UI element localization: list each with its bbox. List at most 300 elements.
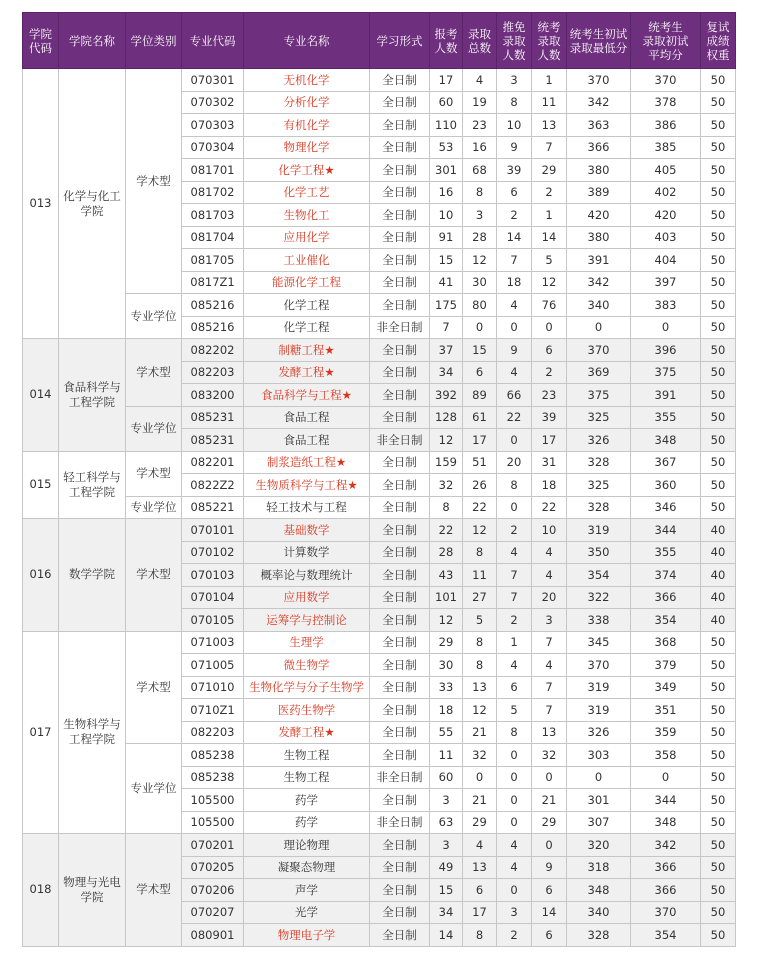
exempt-admitted: 5 xyxy=(497,699,532,722)
star-icon: ★ xyxy=(347,477,358,492)
major-name-text: 运筹学与控制论 xyxy=(266,612,347,627)
min-score: 380 xyxy=(567,159,631,182)
college-code: 015 xyxy=(23,451,59,519)
avg-score: 360 xyxy=(631,474,701,497)
min-score: 319 xyxy=(567,676,631,699)
major-name xyxy=(244,271,370,294)
exempt-admitted: 8 xyxy=(497,91,532,114)
applicants-count: 392 xyxy=(430,384,463,407)
major-code: 070103 xyxy=(182,564,244,587)
min-score: 0 xyxy=(567,766,631,789)
degree-type: 专业学位 xyxy=(126,496,182,519)
major-code: 082203 xyxy=(182,361,244,384)
major-code: 085238 xyxy=(182,744,244,767)
column-header xyxy=(701,13,736,69)
applicants-count: 16 xyxy=(430,181,463,204)
min-score: 340 xyxy=(567,901,631,924)
applicants-count: 37 xyxy=(430,339,463,362)
exam-admitted: 22 xyxy=(532,496,567,519)
applicants-count: 17 xyxy=(430,69,463,92)
avg-score: 402 xyxy=(631,181,701,204)
exam-admitted: 6 xyxy=(532,924,567,947)
retest-weight: 40 xyxy=(701,541,736,564)
admitted-total: 21 xyxy=(463,789,497,812)
admitted-total: 8 xyxy=(463,631,497,654)
major-code: 070104 xyxy=(182,586,244,609)
retest-weight: 50 xyxy=(701,631,736,654)
retest-weight: 40 xyxy=(701,519,736,542)
column-header-line: 统考生初试 xyxy=(569,26,628,41)
retest-weight: 50 xyxy=(701,721,736,744)
retest-weight: 50 xyxy=(701,204,736,227)
major-name-text: 生物工程 xyxy=(283,747,330,762)
major-code: 071003 xyxy=(182,631,244,654)
major-name xyxy=(244,631,370,654)
major-name xyxy=(244,339,370,362)
major-name-text: 生物质科学与工程 xyxy=(255,477,348,492)
major-code: 083200 xyxy=(182,384,244,407)
min-score: 319 xyxy=(567,699,631,722)
star-icon: ★ xyxy=(324,365,335,380)
retest-weight: 50 xyxy=(701,451,736,474)
admitted-total: 29 xyxy=(463,811,497,834)
major-code: 085216 xyxy=(182,294,244,317)
exam-admitted: 18 xyxy=(532,474,567,497)
exam-admitted: 3 xyxy=(532,609,567,632)
study-mode: 全日制 xyxy=(370,226,430,249)
study-mode: 全日制 xyxy=(370,136,430,159)
retest-weight: 50 xyxy=(701,856,736,879)
major-code: 081705 xyxy=(182,249,244,272)
min-score: 420 xyxy=(567,204,631,227)
major-code: 082201 xyxy=(182,451,244,474)
avg-score: 366 xyxy=(631,879,701,902)
applicants-count: 60 xyxy=(430,766,463,789)
exempt-admitted: 0 xyxy=(497,766,532,789)
study-mode: 全日制 xyxy=(370,114,430,137)
applicants-count: 41 xyxy=(430,271,463,294)
major-name-text: 声学 xyxy=(295,882,318,897)
applicants-count: 22 xyxy=(430,519,463,542)
admitted-total: 6 xyxy=(463,361,497,384)
admitted-total: 17 xyxy=(463,429,497,452)
retest-weight: 50 xyxy=(701,406,736,429)
avg-score: 0 xyxy=(631,316,701,339)
column-header-line: 学院名称 xyxy=(69,33,115,48)
degree-type: 专业学位 xyxy=(126,294,182,339)
applicants-count: 30 xyxy=(430,654,463,677)
major-code: 070207 xyxy=(182,901,244,924)
applicants-count: 12 xyxy=(430,609,463,632)
study-mode: 全日制 xyxy=(370,834,430,857)
study-mode: 全日制 xyxy=(370,339,430,362)
study-mode: 全日制 xyxy=(370,924,430,947)
major-name-text: 食品科学与工程 xyxy=(261,387,342,402)
column-header-line: 专业代码 xyxy=(189,33,236,48)
avg-score: 348 xyxy=(631,429,701,452)
study-mode: 全日制 xyxy=(370,856,430,879)
avg-score: 346 xyxy=(631,496,701,519)
avg-score: 351 xyxy=(631,699,701,722)
avg-score: 374 xyxy=(631,564,701,587)
retest-weight: 50 xyxy=(701,136,736,159)
major-name-text: 制糖工程 xyxy=(278,342,325,357)
exempt-admitted: 2 xyxy=(497,519,532,542)
min-score: 348 xyxy=(567,879,631,902)
major-name-text: 计算数学 xyxy=(283,545,330,560)
major-name xyxy=(244,249,370,272)
exempt-admitted: 0 xyxy=(497,879,532,902)
avg-score: 378 xyxy=(631,91,701,114)
table-row xyxy=(23,519,736,542)
column-header-line: 人数 xyxy=(502,47,526,62)
major-code: 080901 xyxy=(182,924,244,947)
avg-score: 348 xyxy=(631,811,701,834)
degree-type: 学术型 xyxy=(126,631,182,744)
column-header-line: 录取 xyxy=(502,33,526,48)
table-row xyxy=(23,834,736,857)
min-score: 303 xyxy=(567,744,631,767)
applicants-count: 14 xyxy=(430,924,463,947)
star-icon: ★ xyxy=(324,725,335,740)
exempt-admitted: 39 xyxy=(497,159,532,182)
study-mode: 全日制 xyxy=(370,631,430,654)
exam-admitted: 11 xyxy=(532,91,567,114)
avg-score: 370 xyxy=(631,69,701,92)
admitted-total: 15 xyxy=(463,339,497,362)
major-name-text: 光学 xyxy=(295,905,318,920)
study-mode: 全日制 xyxy=(370,609,430,632)
major-code: 082203 xyxy=(182,721,244,744)
major-name xyxy=(244,856,370,879)
study-mode: 全日制 xyxy=(370,91,430,114)
admitted-total: 23 xyxy=(463,114,497,137)
admitted-total: 26 xyxy=(463,474,497,497)
column-header-line: 录取 xyxy=(468,26,491,41)
avg-score: 358 xyxy=(631,744,701,767)
admitted-total: 28 xyxy=(463,226,497,249)
major-name xyxy=(244,181,370,204)
admitted-total: 16 xyxy=(463,136,497,159)
table-body xyxy=(23,69,736,947)
min-score: 363 xyxy=(567,114,631,137)
exam-admitted: 2 xyxy=(532,361,567,384)
admitted-total: 8 xyxy=(463,654,497,677)
exempt-admitted: 1 xyxy=(497,631,532,654)
admitted-total: 22 xyxy=(463,496,497,519)
table-header xyxy=(23,13,736,69)
exam-admitted: 7 xyxy=(532,699,567,722)
exempt-admitted: 0 xyxy=(497,744,532,767)
admitted-total: 51 xyxy=(463,451,497,474)
major-name xyxy=(244,654,370,677)
column-header-line: 报考 xyxy=(434,26,458,41)
avg-score: 383 xyxy=(631,294,701,317)
avg-score: 397 xyxy=(631,271,701,294)
retest-weight: 50 xyxy=(701,676,736,699)
column-header xyxy=(497,13,532,69)
applicants-count: 15 xyxy=(430,249,463,272)
applicants-count: 28 xyxy=(430,541,463,564)
study-mode: 非全日制 xyxy=(370,811,430,834)
study-mode: 非全日制 xyxy=(370,429,430,452)
major-code: 081701 xyxy=(182,159,244,182)
column-header-line: 学位类别 xyxy=(130,33,177,48)
min-score: 370 xyxy=(567,339,631,362)
major-name-text: 分析化学 xyxy=(283,95,330,110)
study-mode: 全日制 xyxy=(370,69,430,92)
column-header-line: 成绩 xyxy=(706,33,730,48)
exam-admitted: 0 xyxy=(532,766,567,789)
retest-weight: 50 xyxy=(701,181,736,204)
avg-score: 403 xyxy=(631,226,701,249)
admitted-total: 27 xyxy=(463,586,497,609)
exam-admitted: 7 xyxy=(532,676,567,699)
major-code: 081703 xyxy=(182,204,244,227)
exempt-admitted: 7 xyxy=(497,564,532,587)
exempt-admitted: 7 xyxy=(497,586,532,609)
major-code: 085238 xyxy=(182,766,244,789)
retest-weight: 50 xyxy=(701,294,736,317)
applicants-count: 3 xyxy=(430,789,463,812)
major-name xyxy=(244,699,370,722)
retest-weight: 40 xyxy=(701,564,736,587)
study-mode: 非全日制 xyxy=(370,316,430,339)
min-score: 342 xyxy=(567,91,631,114)
star-icon: ★ xyxy=(341,387,352,402)
major-code: 070304 xyxy=(182,136,244,159)
major-name-text: 凝聚态物理 xyxy=(277,860,336,875)
admitted-total: 4 xyxy=(463,69,497,92)
min-score: 389 xyxy=(567,181,631,204)
exam-admitted: 14 xyxy=(532,226,567,249)
admitted-total: 32 xyxy=(463,744,497,767)
major-code: 085221 xyxy=(182,496,244,519)
major-code: 070301 xyxy=(182,69,244,92)
avg-score: 342 xyxy=(631,834,701,857)
avg-score: 354 xyxy=(631,924,701,947)
major-name-text: 无机化学 xyxy=(283,72,330,87)
exempt-admitted: 3 xyxy=(497,901,532,924)
retest-weight: 40 xyxy=(701,586,736,609)
exempt-admitted: 66 xyxy=(497,384,532,407)
admitted-total: 12 xyxy=(463,519,497,542)
min-score: 369 xyxy=(567,361,631,384)
applicants-count: 60 xyxy=(430,91,463,114)
study-mode: 全日制 xyxy=(370,474,430,497)
college-code: 013 xyxy=(23,69,59,339)
retest-weight: 50 xyxy=(701,361,736,384)
major-name xyxy=(244,136,370,159)
admitted-total: 8 xyxy=(463,541,497,564)
college-name: 轻工科学与工程学院 xyxy=(59,451,126,519)
major-code: 070303 xyxy=(182,114,244,137)
major-code: 085231 xyxy=(182,429,244,452)
table-row xyxy=(23,451,736,474)
major-code: 085216 xyxy=(182,316,244,339)
college-code: 017 xyxy=(23,631,59,834)
major-code: 081702 xyxy=(182,181,244,204)
major-name xyxy=(244,586,370,609)
exempt-admitted: 9 xyxy=(497,339,532,362)
min-score: 338 xyxy=(567,609,631,632)
min-score: 375 xyxy=(567,384,631,407)
applicants-count: 29 xyxy=(430,631,463,654)
major-code: 0822Z2 xyxy=(182,474,244,497)
major-name-text: 概率论与数理统计 xyxy=(260,567,353,582)
exam-admitted: 13 xyxy=(532,114,567,137)
major-code: 0817Z1 xyxy=(182,271,244,294)
exam-admitted: 13 xyxy=(532,721,567,744)
study-mode: 全日制 xyxy=(370,654,430,677)
admission-table-container xyxy=(22,12,735,947)
exam-admitted: 76 xyxy=(532,294,567,317)
college-name: 生物科学与工程学院 xyxy=(59,631,126,834)
exam-admitted: 39 xyxy=(532,406,567,429)
column-header-line: 代码 xyxy=(29,40,52,55)
avg-score: 366 xyxy=(631,586,701,609)
degree-type: 学术型 xyxy=(126,451,182,496)
major-name-text: 物理电子学 xyxy=(277,927,336,942)
major-name xyxy=(244,159,370,182)
major-name xyxy=(244,294,370,317)
avg-score: 344 xyxy=(631,519,701,542)
table-row xyxy=(23,69,736,92)
exam-admitted: 1 xyxy=(532,69,567,92)
applicants-count: 32 xyxy=(430,474,463,497)
avg-score: 375 xyxy=(631,361,701,384)
major-name xyxy=(244,766,370,789)
exam-admitted: 4 xyxy=(532,541,567,564)
column-header xyxy=(23,13,59,69)
exempt-admitted: 4 xyxy=(497,294,532,317)
major-name-text: 有机化学 xyxy=(283,117,330,132)
retest-weight: 50 xyxy=(701,226,736,249)
avg-score: 344 xyxy=(631,789,701,812)
exam-admitted: 31 xyxy=(532,451,567,474)
exam-admitted: 6 xyxy=(532,339,567,362)
avg-score: 385 xyxy=(631,136,701,159)
admitted-total: 30 xyxy=(463,271,497,294)
applicants-count: 101 xyxy=(430,586,463,609)
min-score: 328 xyxy=(567,924,631,947)
study-mode: 全日制 xyxy=(370,676,430,699)
star-icon: ★ xyxy=(335,455,347,470)
applicants-count: 3 xyxy=(430,834,463,857)
exempt-admitted: 2 xyxy=(497,924,532,947)
exempt-admitted: 4 xyxy=(497,361,532,384)
exempt-admitted: 10 xyxy=(497,114,532,137)
retest-weight: 50 xyxy=(701,744,736,767)
column-header-line: 平均分 xyxy=(648,47,683,62)
study-mode: 全日制 xyxy=(370,384,430,407)
star-icon: ★ xyxy=(324,342,335,357)
study-mode: 全日制 xyxy=(370,879,430,902)
retest-weight: 50 xyxy=(701,249,736,272)
exempt-admitted: 0 xyxy=(497,811,532,834)
college-name: 物理与光电学院 xyxy=(59,834,126,947)
exam-admitted: 7 xyxy=(532,631,567,654)
table-row xyxy=(23,294,736,317)
min-score: 326 xyxy=(567,429,631,452)
study-mode: 全日制 xyxy=(370,901,430,924)
admitted-total: 68 xyxy=(463,159,497,182)
min-score: 366 xyxy=(567,136,631,159)
degree-type: 学术型 xyxy=(126,519,182,632)
column-header xyxy=(463,13,497,69)
major-name-text: 化学工程 xyxy=(283,320,330,335)
study-mode: 全日制 xyxy=(370,586,430,609)
exam-admitted: 14 xyxy=(532,901,567,924)
admitted-total: 11 xyxy=(463,564,497,587)
column-header xyxy=(631,13,701,69)
exam-admitted: 29 xyxy=(532,811,567,834)
major-name xyxy=(244,451,370,474)
major-name xyxy=(244,609,370,632)
avg-score: 396 xyxy=(631,339,701,362)
study-mode: 全日制 xyxy=(370,564,430,587)
major-name xyxy=(244,91,370,114)
avg-score: 391 xyxy=(631,384,701,407)
admitted-total: 61 xyxy=(463,406,497,429)
exempt-admitted: 22 xyxy=(497,406,532,429)
major-name-text: 化学工艺 xyxy=(283,185,330,200)
column-header-line: 总数 xyxy=(468,40,491,55)
column-header-line: 权重 xyxy=(706,47,730,62)
avg-score: 355 xyxy=(631,406,701,429)
major-name xyxy=(244,564,370,587)
major-name-text: 应用数学 xyxy=(283,590,330,605)
admitted-total: 12 xyxy=(463,249,497,272)
major-name-text: 生物工程 xyxy=(283,770,330,785)
applicants-count: 91 xyxy=(430,226,463,249)
major-name xyxy=(244,789,370,812)
major-name-text: 食品工程 xyxy=(283,410,330,425)
study-mode: 全日制 xyxy=(370,294,430,317)
major-code: 070102 xyxy=(182,541,244,564)
exempt-admitted: 6 xyxy=(497,181,532,204)
avg-score: 367 xyxy=(631,451,701,474)
major-code: 082202 xyxy=(182,339,244,362)
study-mode: 全日制 xyxy=(370,721,430,744)
major-name-text: 生理学 xyxy=(289,635,324,650)
study-mode: 全日制 xyxy=(370,159,430,182)
admitted-total: 13 xyxy=(463,676,497,699)
min-score: 320 xyxy=(567,834,631,857)
column-header xyxy=(126,13,182,69)
major-name xyxy=(244,834,370,857)
column-header-line: 学院 xyxy=(29,26,52,41)
major-code: 0710Z1 xyxy=(182,699,244,722)
study-mode: 全日制 xyxy=(370,406,430,429)
retest-weight: 50 xyxy=(701,271,736,294)
column-header-line: 学习形式 xyxy=(376,33,423,48)
applicants-count: 8 xyxy=(430,496,463,519)
table-row xyxy=(23,744,736,767)
degree-type: 学术型 xyxy=(126,339,182,407)
retest-weight: 50 xyxy=(701,316,736,339)
major-name xyxy=(244,924,370,947)
column-header-line: 录取 xyxy=(537,33,561,48)
applicants-count: 7 xyxy=(430,316,463,339)
exam-admitted: 0 xyxy=(532,316,567,339)
exempt-admitted: 2 xyxy=(497,609,532,632)
exam-admitted: 20 xyxy=(532,586,567,609)
min-score: 325 xyxy=(567,406,631,429)
degree-type: 专业学位 xyxy=(126,744,182,834)
avg-score: 359 xyxy=(631,721,701,744)
major-name xyxy=(244,519,370,542)
